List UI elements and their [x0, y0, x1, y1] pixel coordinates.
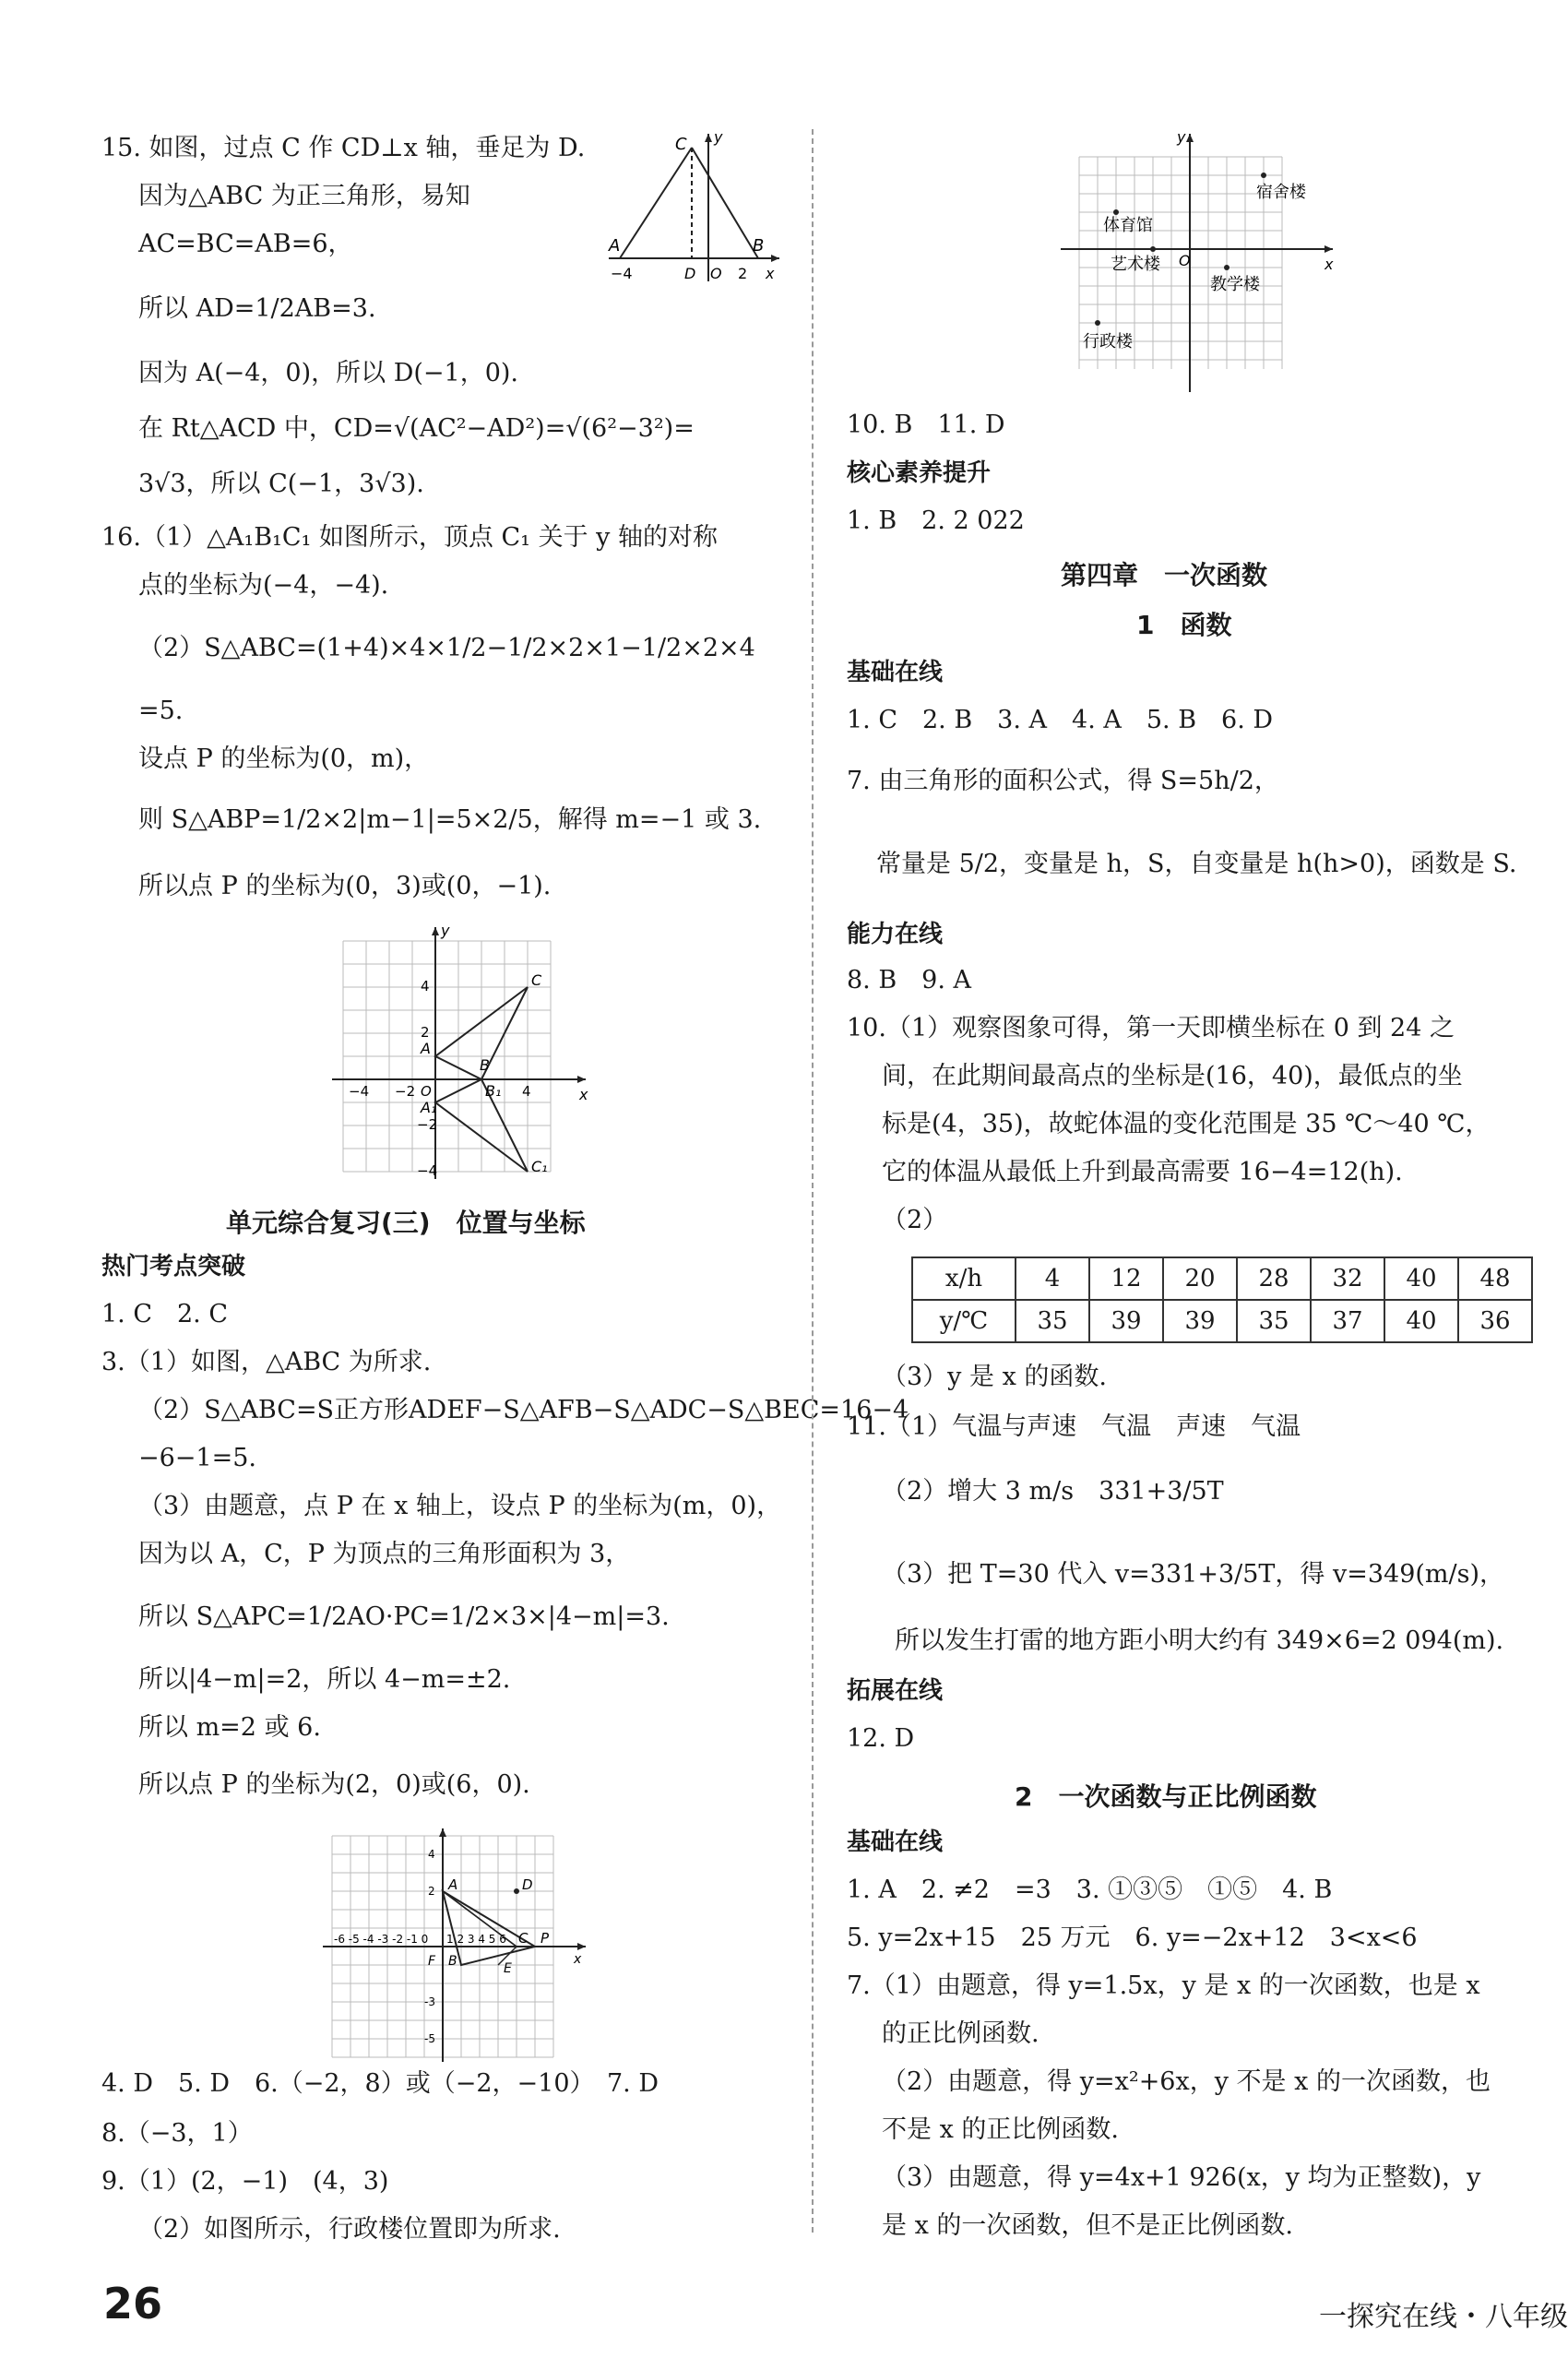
triangle-figure	[600, 129, 784, 286]
svg-text:4: 4	[522, 1083, 531, 1100]
map-label-art: 艺术楼	[1111, 255, 1160, 274]
ability-line-1: 8. B 9. A	[847, 966, 972, 994]
svg-text:2: 2	[428, 1885, 435, 1898]
review-line-10: 所以点 P 的坐标为(2，0)或(6，0).	[138, 1770, 530, 1799]
basic2-line-2: 5. y=2x+15 25 万元 6. y=−2x+12 3<x<6	[847, 1923, 1418, 1952]
svg-text:O: O	[710, 265, 722, 282]
q15-line-4: 所以 AD=1/2AB=3.	[138, 294, 376, 323]
tail-line-2: 8.（−3，1）	[101, 2119, 253, 2148]
svg-text:E: E	[504, 1961, 512, 1976]
svg-text:B: B	[753, 236, 765, 256]
map-label-gym: 体育馆	[1103, 216, 1153, 235]
svg-text:4: 4	[428, 1848, 435, 1861]
basic2-line-3: 7.（1）由题意，得 y=1.5x，y 是 x 的一次函数，也是 x	[847, 1971, 1480, 2000]
svg-text:P: P	[540, 1930, 550, 1947]
table-cell: 35	[1016, 1300, 1089, 1342]
table-cell: x/h	[912, 1257, 1016, 1300]
q15-line-2: 因为△ABC 为正三角形，易知	[138, 182, 470, 210]
table-cell: y/℃	[912, 1300, 1016, 1342]
svg-text:-6 -5 -4 -3 -2 -1 0: -6 -5 -4 -3 -2 -1 0	[334, 1933, 429, 1946]
basic2-heading: 基础在线	[847, 1828, 944, 1856]
table-row	[912, 1257, 1532, 1300]
tail-line-1: 4. D 5. D 6.（−2，8）或（−2，−10） 7. D	[101, 2069, 659, 2098]
svg-text:−4: −4	[611, 265, 633, 282]
after-table-line-4: （3）把 T=30 代入 v=331+3/5T，得 v=349(m/s)，	[882, 1560, 1505, 1589]
table-cell: 32	[1311, 1257, 1384, 1300]
ability-line-3: 间，在此期间最高点的坐标是(16，40)，最低点的坐	[882, 1062, 1463, 1090]
q16-line-2: 点的坐标为(−4，−4).	[138, 571, 389, 600]
tail-line-4: （2）如图所示，行政楼位置即为所求.	[138, 2215, 561, 2244]
after-table-line-3: （2）增大 3 m/s 331+3/5T	[882, 1477, 1224, 1506]
chapter-title: 第四章 一次函数	[1061, 560, 1268, 590]
right-top-line: 10. B 11. D	[847, 411, 1005, 439]
svg-text:A: A	[421, 1040, 431, 1057]
svg-text:−2: −2	[417, 1116, 438, 1133]
q15-line-6: 在 Rt△ACD 中，CD=√(AC²−AD²)=√(6²−3²)=	[138, 414, 695, 443]
svg-text:−4: −4	[417, 1162, 438, 1179]
svg-text:B₁: B₁	[485, 1082, 502, 1100]
basic2-line-4: 的正比例函数.	[882, 2019, 1039, 2048]
table-row	[912, 1300, 1532, 1342]
review-line-7: 所以 S△APC=1/2AO·PC=1/2×3×|4−m|=3.	[138, 1602, 670, 1631]
unit-review-title: 单元综合复习(三) 位置与坐标	[226, 1208, 586, 1238]
svg-text:y: y	[1177, 129, 1186, 146]
table-cell: 40	[1384, 1257, 1458, 1300]
section1-title: 1 函数	[1136, 610, 1232, 640]
svg-text:−4: −4	[349, 1083, 370, 1100]
review-line-1: 1. C 2. C	[101, 1300, 229, 1328]
svg-text:-5: -5	[424, 2032, 435, 2045]
svg-text:B: B	[448, 1954, 457, 1969]
svg-text:-3: -3	[424, 1995, 435, 2008]
expand-heading: 拓展在线	[847, 1677, 944, 1705]
basic2-line-5: （2）由题意，得 y=x²+6x，y 不是 x 的一次函数，也	[882, 2067, 1491, 2096]
basic2-line-8: 是 x 的一次函数，但不是正比例函数.	[882, 2211, 1293, 2240]
table-cell: 20	[1163, 1257, 1237, 1300]
section2-title: 2 一次函数与正比例函数	[1015, 1781, 1317, 1812]
review-line-5: （3）由题意，点 P 在 x 轴上，设点 P 的坐标为(m，0)，	[138, 1492, 782, 1520]
ability-line-6: （2）	[882, 1206, 948, 1234]
review-line-8: 所以|4−m|=2，所以 4−m=±2.	[138, 1665, 511, 1694]
hot-topics-heading: 热门考点突破	[101, 1253, 246, 1280]
svg-text:x: x	[579, 1086, 588, 1103]
svg-text:1 2 3 4 5 6: 1 2 3 4 5 6	[446, 1933, 506, 1946]
expand-answer: 12. D	[847, 1724, 915, 1753]
q16-line-3: （2）S△ABC=(1+4)×4×1/2−1/2×2×1−1/2×2×4	[138, 634, 755, 662]
basic2-line-7: （3）由题意，得 y=4x+1 926(x，y 均为正整数)，y	[882, 2163, 1481, 2192]
svg-text:C₁: C₁	[531, 1158, 548, 1175]
svg-text:O: O	[421, 1083, 432, 1100]
basic-line-3: 常量是 5/2，变量是 h，S，自变量是 h(h>0)，函数是 S.	[876, 850, 1517, 878]
ability-line-2: 10.（1）观察图象可得，第一天即横坐标在 0 到 24 之	[847, 1014, 1455, 1042]
q15-line-1: 15. 如图，过点 C 作 CD⊥x 轴，垂足为 D.	[101, 134, 586, 162]
q16-line-1: 16.（1）△A₁B₁C₁ 如图所示，顶点 C₁ 关于 y 轴的对称	[101, 523, 718, 552]
q16-line-6: 则 S△ABP=1/2×2|m−1|=5×2/5，解得 m=−1 或 3.	[138, 805, 762, 834]
svg-text:x: x	[574, 1952, 582, 1967]
column-divider	[812, 129, 814, 2233]
footer-text: 一探究在线・八年级	[1319, 2301, 1568, 2333]
ability-line-4: 标是(4，35)，故蛇体温的变化范围是 35 ℃～40 ℃，	[882, 1110, 1491, 1138]
campus-map-figure	[1051, 129, 1347, 397]
table-cell: 48	[1458, 1257, 1532, 1300]
svg-text:C: C	[531, 971, 542, 989]
svg-text:C: C	[518, 1930, 529, 1947]
core-answers: 1. B 2. 2 022	[847, 506, 1025, 535]
temperature-table	[911, 1256, 1533, 1343]
grid-figure-review	[314, 1827, 618, 2066]
review-line-4: −6−1=5.	[138, 1444, 256, 1472]
q15-line-3: AC=BC=AB=6，	[138, 230, 353, 258]
map-label-teaching: 教学楼	[1210, 275, 1260, 294]
table-cell: 40	[1384, 1300, 1458, 1342]
svg-text:−2: −2	[395, 1083, 416, 1100]
after-table-line-1: （3）y 是 x 的函数.	[882, 1363, 1107, 1391]
q16-line-4: =5.	[138, 697, 184, 725]
q15-line-5: 因为 A(−4，0)，所以 D(−1，0).	[138, 359, 518, 387]
svg-text:y: y	[714, 129, 723, 146]
q15-line-7: 3√3，所以 C(−1，3√3).	[138, 470, 424, 498]
basic-heading: 基础在线	[847, 659, 944, 686]
q16-line-7: 所以点 P 的坐标为(0，3)或(0，−1).	[138, 872, 552, 900]
map-label-admin: 行政楼	[1083, 332, 1133, 351]
svg-text:D: D	[684, 265, 696, 282]
table-cell: 28	[1237, 1257, 1311, 1300]
map-label-dorm: 宿舍楼	[1256, 183, 1306, 202]
svg-text:A: A	[609, 236, 621, 256]
table-cell: 35	[1237, 1300, 1311, 1342]
svg-text:x: x	[1324, 256, 1334, 273]
svg-text:y: y	[441, 923, 450, 939]
svg-text:B: B	[480, 1056, 490, 1074]
grid-figure-q16	[332, 923, 609, 1181]
table-cell: 37	[1311, 1300, 1384, 1342]
after-table-line-5: 所以发生打雷的地方距小明大约有 349×6=2 094(m).	[895, 1626, 1504, 1655]
review-line-9: 所以 m=2 或 6.	[138, 1713, 321, 1742]
svg-text:O: O	[1179, 252, 1191, 269]
svg-text:A: A	[448, 1876, 458, 1893]
svg-text:D: D	[522, 1876, 533, 1893]
table-cell: 36	[1458, 1300, 1532, 1342]
svg-text:2: 2	[421, 1024, 430, 1041]
table-cell: 39	[1089, 1300, 1163, 1342]
review-line-2: 3.（1）如图，△ABC 为所求.	[101, 1348, 432, 1376]
q16-line-5: 设点 P 的坐标为(0，m)，	[138, 744, 430, 773]
svg-text:F: F	[428, 1954, 436, 1969]
svg-text:C: C	[675, 135, 687, 154]
core-heading: 核心素养提升	[847, 459, 992, 487]
basic-line-2: 7. 由三角形的面积公式，得 S=5h/2，	[847, 767, 1279, 795]
after-table-line-2: 11.（1）气温与声速 气温 声速 气温	[847, 1412, 1301, 1441]
table-cell: 39	[1163, 1300, 1237, 1342]
svg-text:x: x	[766, 265, 775, 282]
table-cell: 4	[1016, 1257, 1089, 1300]
svg-text:4: 4	[421, 978, 430, 994]
basic-line-1: 1. C 2. B 3. A 4. A 5. B 6. D	[847, 706, 1274, 734]
basic2-line-6: 不是 x 的正比例函数.	[882, 2115, 1119, 2144]
page-number: 26	[103, 2279, 163, 2328]
tail-line-3: 9.（1）(2，−1) (4，3)	[101, 2167, 389, 2196]
basic2-line-1: 1. A 2. ≠2 =3 3. ①③⑤ ①⑤ 4. B	[847, 1876, 1333, 1904]
review-line-6: 因为以 A，C，P 为顶点的三角形面积为 3，	[138, 1540, 631, 1568]
svg-text:A₁: A₁	[421, 1099, 437, 1116]
review-line-3: （2）S△ABC=S正方形ADEF−S△AFB−S△ADC−S△BEC=16−4	[138, 1396, 909, 1424]
ability-heading: 能力在线	[847, 921, 944, 948]
svg-text:2: 2	[738, 265, 748, 282]
table-cell: 12	[1089, 1257, 1163, 1300]
ability-line-5: 它的体温从最低上升到最高需要 16−4=12(h).	[882, 1158, 1403, 1186]
